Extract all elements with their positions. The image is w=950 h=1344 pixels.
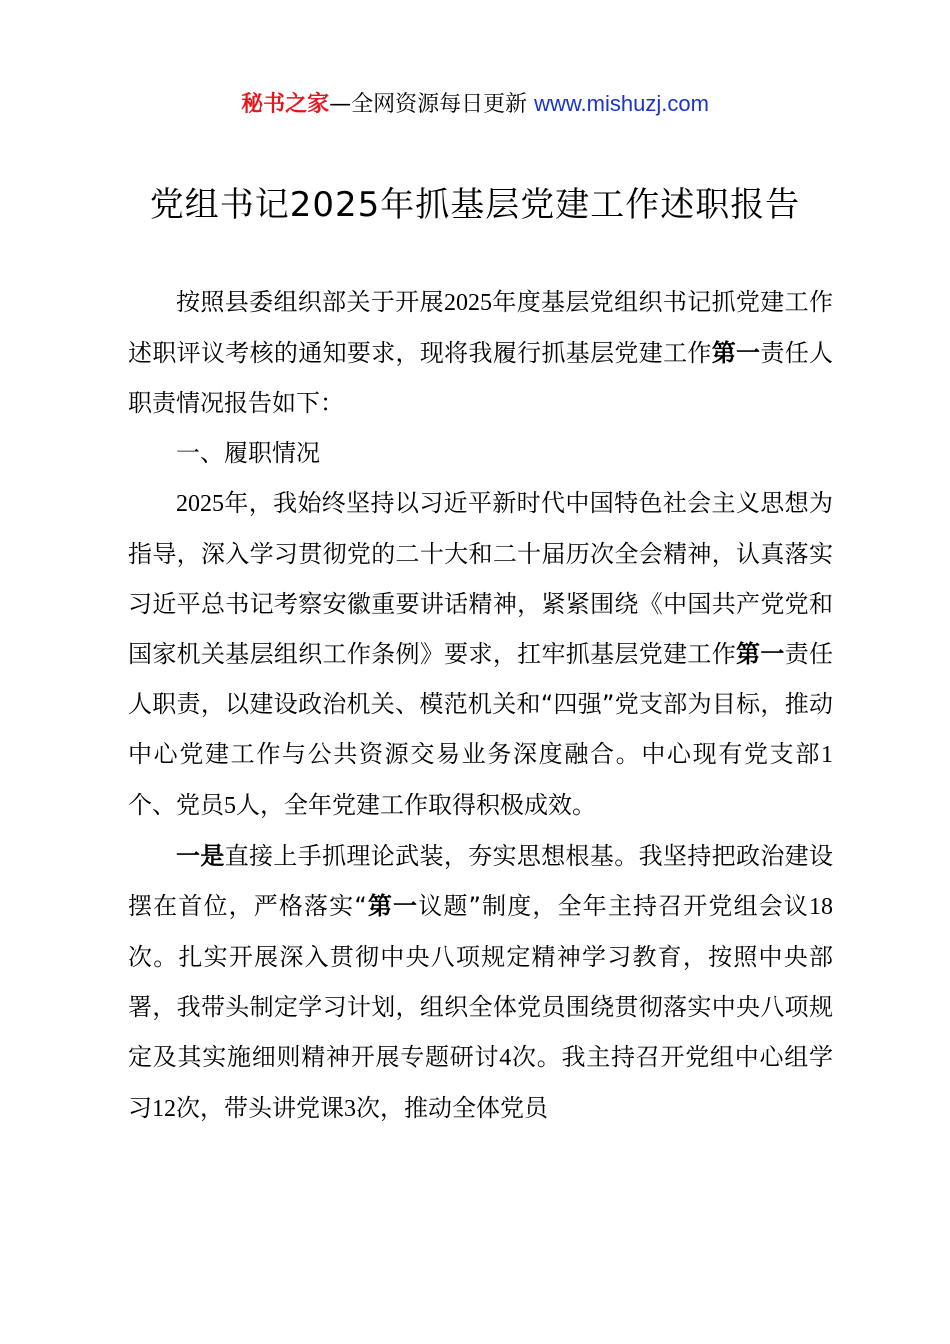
number-run: 2025 [176, 491, 224, 517]
text-run: 次，带头讲党课 [176, 1094, 344, 1122]
document-body [128, 277, 833, 1134]
section-heading: 一、履职情况 [176, 439, 320, 467]
text-run: 直接上手抓理论武装，夯实思想根基。我坚持把政治建设摆在首位，严格落实“ [128, 842, 834, 920]
number-run: 4 [499, 1045, 512, 1071]
text-run: 年，我始终坚持以习近平新时代中国特色社会主义思想为指导，深入学习贯彻党的二十大和二十届历次全会精神，认真落实习近平总书记考察安徽重要讲话精神，紧紧围绕《中国共产党党和国家机关基层组织工作条例》要求，扛牢抓基层党建工作 [128, 489, 833, 668]
number-run: 12 [152, 1096, 176, 1122]
paragraph-overview [128, 478, 833, 831]
number-run: 1 [821, 742, 833, 768]
text-run: 次。扎实开展深入贯彻中央八项规定精神学习教育，按照中央部署，我带头制定学习计划，组织全体党员围绕贯彻落实中央八项规定及其实施细则精神开展专题研讨 [128, 943, 833, 1071]
number-run: 18 [809, 894, 834, 920]
number-run: 2025 [443, 290, 492, 316]
text-run: 按照县委组织部关于开展 [176, 288, 444, 316]
bold-run: 第一 [711, 339, 761, 367]
number-run: 3 [344, 1096, 356, 1122]
text-run: 责任人职责情况报告如下： [128, 339, 834, 417]
brand-name: 秘书之家 [241, 92, 330, 117]
paragraph-intro [128, 277, 833, 428]
text-run: 个、党员 [128, 791, 224, 819]
document-title: 党组书记2025年抓基层党建工作述职报告 [149, 185, 801, 225]
text-run: 年度基层党组织书记抓党建工作述职评议考核的通知要求，现将我履行抓基层党建工作 [128, 288, 834, 367]
header-slogan: —全网资源每日更新 [329, 92, 535, 117]
bold-run: 第一 [736, 640, 785, 668]
number-run: 5 [224, 793, 236, 819]
text-run: 人，全年党建工作取得积极成效。 [236, 791, 596, 819]
text-run: 议题”制度，全年主持召开党组会议 [418, 892, 810, 920]
paragraph-theory [128, 831, 833, 1134]
text-run: 次。我主持召开党组中心组学习 [128, 1043, 833, 1122]
bold-run: 第一 [366, 892, 419, 920]
site-header [0, 88, 950, 121]
text-run: 次，推动全体党员 [356, 1094, 548, 1122]
text-run: 责任人职责，以建设政治机关、模范机关和“四强”党支部为目标，推动中心党建工作与公共资源交易业务深度融合。中心现有党支部 [128, 640, 834, 768]
site-url-link[interactable]: www.mishuzj.com [534, 91, 709, 116]
bold-run: 一是 [176, 842, 225, 870]
